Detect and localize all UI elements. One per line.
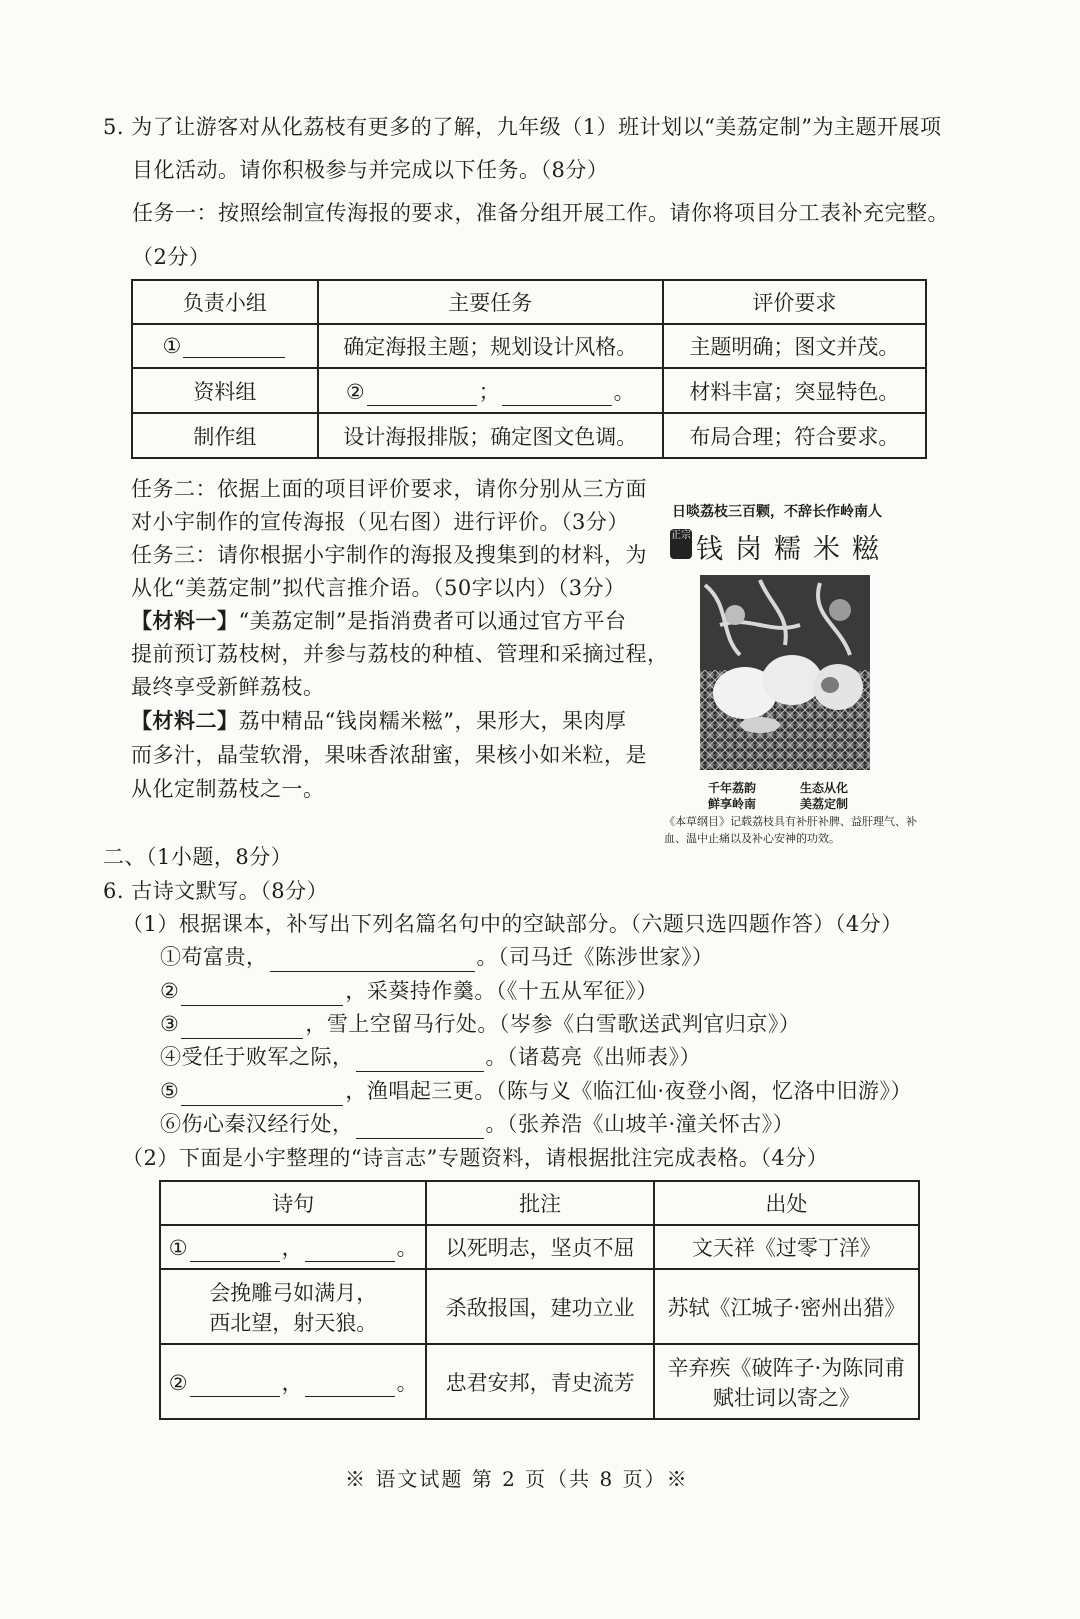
answer-blank[interactable] <box>270 949 475 972</box>
answer-blank[interactable] <box>181 1016 303 1039</box>
q6-title: 6. 古诗文默写。（8分） <box>103 879 329 903</box>
task3-line1: 任务三：请你根据小宇制作的海报及搜集到的材料，为 <box>131 543 647 567</box>
task1-score: （2分） <box>132 245 211 269</box>
task3-line2: 从化“美荔定制”拟代言推介语。（50字以内）（3分） <box>131 576 626 600</box>
recite-item-3: ③ ，雪上空留马行处。（岑参《白雪歌送武判官归京》） <box>160 1009 800 1039</box>
page-footer: ※ 语文试题 第 2 页（共 8 页）※ <box>345 1467 689 1491</box>
section2-heading: 二、（1小题，8分） <box>103 845 293 869</box>
material2-tag: 【材料二】 <box>131 708 239 733</box>
material1-line2: 提前预订荔枝树，并参与荔枝的种植、管理和采摘过程， <box>131 642 669 666</box>
q5-line2: 目化活动。请你积极参与并完成以下任务。（8分） <box>132 158 609 182</box>
answer-blank[interactable] <box>190 1374 280 1397</box>
material2-line3: 从化定制荔枝之一。 <box>131 777 325 801</box>
cell-group: 制作组 <box>132 413 318 458</box>
answer-blank[interactable] <box>356 1116 484 1139</box>
lychee-poster <box>660 495 925 845</box>
th-task: 主要任务 <box>318 280 663 324</box>
answer-blank[interactable] <box>183 335 285 358</box>
q6-part1: （1）根据课本，补写出下列名篇名句中的空缺部分。（六题只选四题作答）（4分） <box>122 912 903 936</box>
cell-source: 文天祥《过零丁洋》 <box>654 1225 919 1269</box>
th-group: 负责小组 <box>132 280 318 324</box>
answer-blank[interactable] <box>356 1049 484 1072</box>
blank-cell-task[interactable]: ② ； 。 <box>318 368 663 413</box>
poster-footnote: 《本草纲目》记载荔枝具有补肝补脾、益肝理气、补血、温中止痛以及补心安神的功效。 <box>664 815 917 845</box>
answer-blank[interactable] <box>367 383 477 406</box>
q6-part2: （2）下面是小宇整理的“诗言志”专题资料，请根据批注完成表格。（4分） <box>122 1146 829 1170</box>
cell-group: 资料组 <box>132 368 318 413</box>
blank-cell-verse-2[interactable]: ② ， 。 <box>160 1344 426 1419</box>
material2-line1: 【材料二】荔中精品“钱岗糯米糍”，果形大，果肉厚 <box>131 708 627 733</box>
task1-text: 任务一：按照绘制宣传海报的要求，准备分组开展工作。请你将项目分工表补充完整。 <box>132 201 949 225</box>
cell-source: 苏轼《江城子·密州出猎》 <box>654 1269 919 1344</box>
task2-line2: 对小宇制作的宣传海报（见右图）进行评价。（3分） <box>131 510 629 534</box>
answer-blank[interactable] <box>305 1239 395 1262</box>
cell-note: 杀敌报国，建功立业 <box>426 1269 653 1344</box>
blank-cell-verse-1[interactable]: ① ， 。 <box>160 1225 426 1269</box>
recite-item-6: ⑥伤心秦汉经行处， 。（张养浩《山坡羊·潼关怀古》） <box>160 1109 794 1139</box>
cell-task: 确定海报主题；规划设计风格。 <box>318 324 663 368</box>
material1-line1: 【材料一】“美荔定制”是指消费者可以通过官方平台 <box>131 608 627 633</box>
q5-line1: 5. 为了让游客对从化荔枝有更多的了解，九年级（1）班计划以“美荔定制”为主题开展项 <box>103 115 942 139</box>
material1-tag: 【材料一】 <box>131 608 239 633</box>
poster-seal: 正宗 <box>670 529 692 559</box>
recite-item-1: ①苟富贵， 。（司马迁《陈涉世家》） <box>160 942 714 972</box>
lychee-photo <box>700 575 870 770</box>
blank-cell-group[interactable]: ① <box>132 324 318 368</box>
th-verse: 诗句 <box>160 1181 426 1225</box>
cell-eval: 主题明确；图文并茂。 <box>663 324 926 368</box>
recite-item-4: ④受任于败军之际， 。（诸葛亮《出师表》） <box>160 1042 701 1072</box>
poster-caption-2: 鲜享岭南 <box>708 797 757 811</box>
material1-line3: 最终享受新鲜荔枝。 <box>131 675 325 699</box>
poster-caption-3: 生态从化 <box>800 781 849 795</box>
answer-blank[interactable] <box>305 1374 395 1397</box>
material2-line2: 而多汁，晶莹软滑，果味香浓甜蜜，果核小如米粒，是 <box>131 743 647 767</box>
th-eval: 评价要求 <box>663 280 926 324</box>
cell-source: 辛弃疾《破阵子·为陈同甫 赋壮词以寄之》 <box>654 1344 919 1419</box>
poster-title: 钱岗糯米糍 <box>696 534 891 565</box>
cell-note: 忠君安邦，青史流芳 <box>426 1344 653 1419</box>
cell-task: 设计海报排版；确定图文色调。 <box>318 413 663 458</box>
cell-eval: 材料丰富；突显特色。 <box>663 368 926 413</box>
recite-item-5: ⑤ ，渔唱起三更。（陈与义《临江仙·夜登小阁，忆洛中旧游》） <box>160 1076 912 1106</box>
cell-note: 以死明志，坚贞不屈 <box>426 1225 653 1269</box>
cell-eval: 布局合理；符合要求。 <box>663 413 926 458</box>
poster-caption-1: 千年荔韵 <box>708 781 757 795</box>
th-source: 出处 <box>654 1181 919 1225</box>
task1-table <box>131 279 927 459</box>
answer-blank[interactable] <box>181 983 343 1006</box>
poster-caption-4: 美荔定制 <box>800 797 849 811</box>
answer-blank[interactable] <box>181 1083 343 1106</box>
recite-item-2: ② ，采葵持作羹。（《十五从军征》） <box>160 976 658 1006</box>
poetry-table <box>159 1180 920 1420</box>
cell-verse: 会挽雕弓如满月， 西北望，射天狼。 <box>160 1269 426 1344</box>
answer-blank[interactable] <box>502 383 612 406</box>
poster-tagline: 日啖荔枝三百颗，不辞长作岭南人 <box>672 504 882 520</box>
task2-line1: 任务二：依据上面的项目评价要求，请你分别从三方面 <box>131 477 647 501</box>
th-note: 批注 <box>426 1181 653 1225</box>
answer-blank[interactable] <box>190 1239 280 1262</box>
